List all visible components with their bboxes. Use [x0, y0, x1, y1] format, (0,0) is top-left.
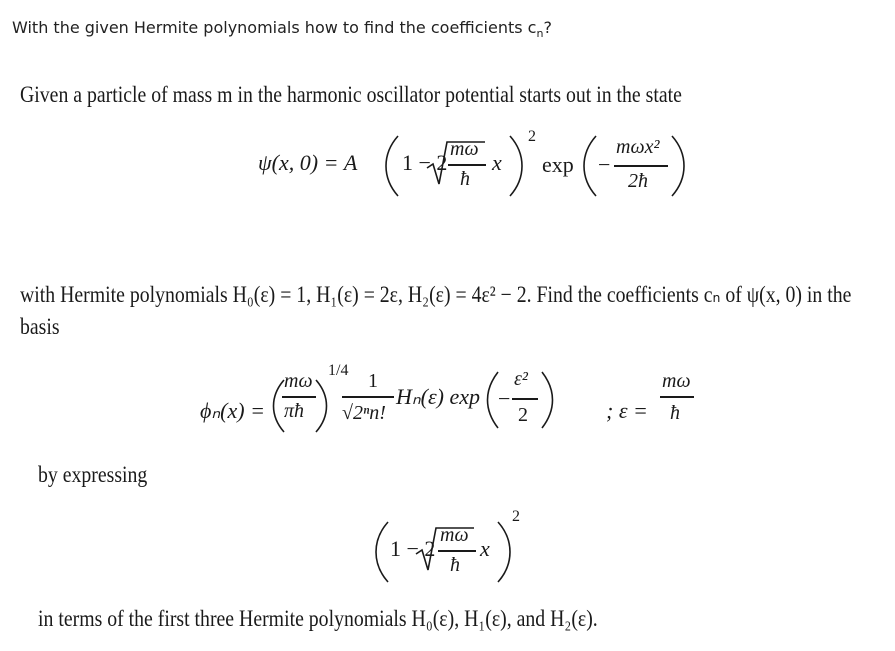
- phi-exp-right-paren-icon: [538, 370, 558, 430]
- exp-label: exp: [542, 152, 574, 177]
- exp-minus: −: [598, 152, 611, 177]
- conclusion: in terms of the first three Hermite polynomials H₀(ε), H₁(ε), and H₂(ε).: [38, 606, 598, 631]
- basis-line-2: basis: [20, 314, 60, 339]
- left-big-paren-icon: [380, 134, 404, 198]
- exp3-left-paren-icon: [370, 520, 392, 584]
- psi-square-exponent: 2: [528, 128, 536, 145]
- by-expressing: by expressing: [38, 462, 148, 487]
- phi-right-paren-icon: [312, 378, 332, 434]
- eps-def-bar: [660, 396, 694, 398]
- basis-line-1: with Hermite polynomials H₀(ε) = 1, H₁(ε) = 2ε, H₂(ε) = 4ε² − 2. Find the coefficients cₙ of ψ(x, 0) in the: [20, 282, 852, 307]
- phi-lhs: ϕₙ(x) =: [200, 398, 265, 423]
- norm-one: 1: [368, 370, 378, 392]
- two-hbar: 2ħ: [628, 170, 648, 192]
- eps-denominator: 2: [518, 404, 528, 426]
- eps-def-numerator: mω: [662, 370, 691, 392]
- eps-definition: ; ε =: [606, 398, 648, 423]
- right-big-paren-icon: [506, 134, 530, 198]
- exp3-m-omega: mω: [440, 524, 469, 546]
- x-var: x: [492, 150, 502, 175]
- eps-def-denominator: ħ: [670, 402, 680, 424]
- exp3-right-paren-icon: [494, 520, 516, 584]
- eps-fraction-bar: [512, 398, 538, 400]
- exp3-square-exponent: 2: [512, 508, 520, 525]
- m-omega-x2: mωx²: [616, 136, 660, 158]
- sqrt-fraction-bar: [448, 164, 486, 166]
- phi-exp-minus: −: [498, 386, 511, 411]
- question-title: With the given Hermite polynomials how to find the coefficients $c_n$?: [12, 18, 552, 41]
- exp3-hbar: ħ: [450, 554, 460, 576]
- exp-right-paren-icon: [668, 134, 692, 198]
- one-minus-two: 1 − 2: [402, 150, 448, 175]
- exp3-one-minus-two: 1 − 2: [390, 536, 436, 561]
- problem-intro: Given a particle of mass m in the harmonic oscillator potential starts out in the state: [20, 82, 682, 107]
- sqrt-m-omega: mω: [450, 138, 479, 160]
- exp-fraction-bar: [614, 165, 668, 167]
- psi-lhs: ψ(x, 0) = A: [258, 150, 358, 175]
- norm-fraction-bar: [342, 396, 394, 398]
- sqrt-hbar: ħ: [460, 168, 470, 190]
- exp3-x: x: [480, 536, 490, 561]
- pi-hbar: πħ: [284, 400, 305, 422]
- sqrt-2n-nfact: √2ⁿn!: [342, 402, 386, 424]
- exp3-fraction-bar: [438, 550, 476, 552]
- phi-m-omega: mω: [284, 370, 313, 392]
- phi-fraction-bar: [282, 396, 316, 398]
- hermite-exp: Hₙ(ε) exp: [396, 384, 481, 409]
- quarter-power: 1/4: [328, 362, 349, 379]
- eps-squared: ε²: [514, 368, 528, 390]
